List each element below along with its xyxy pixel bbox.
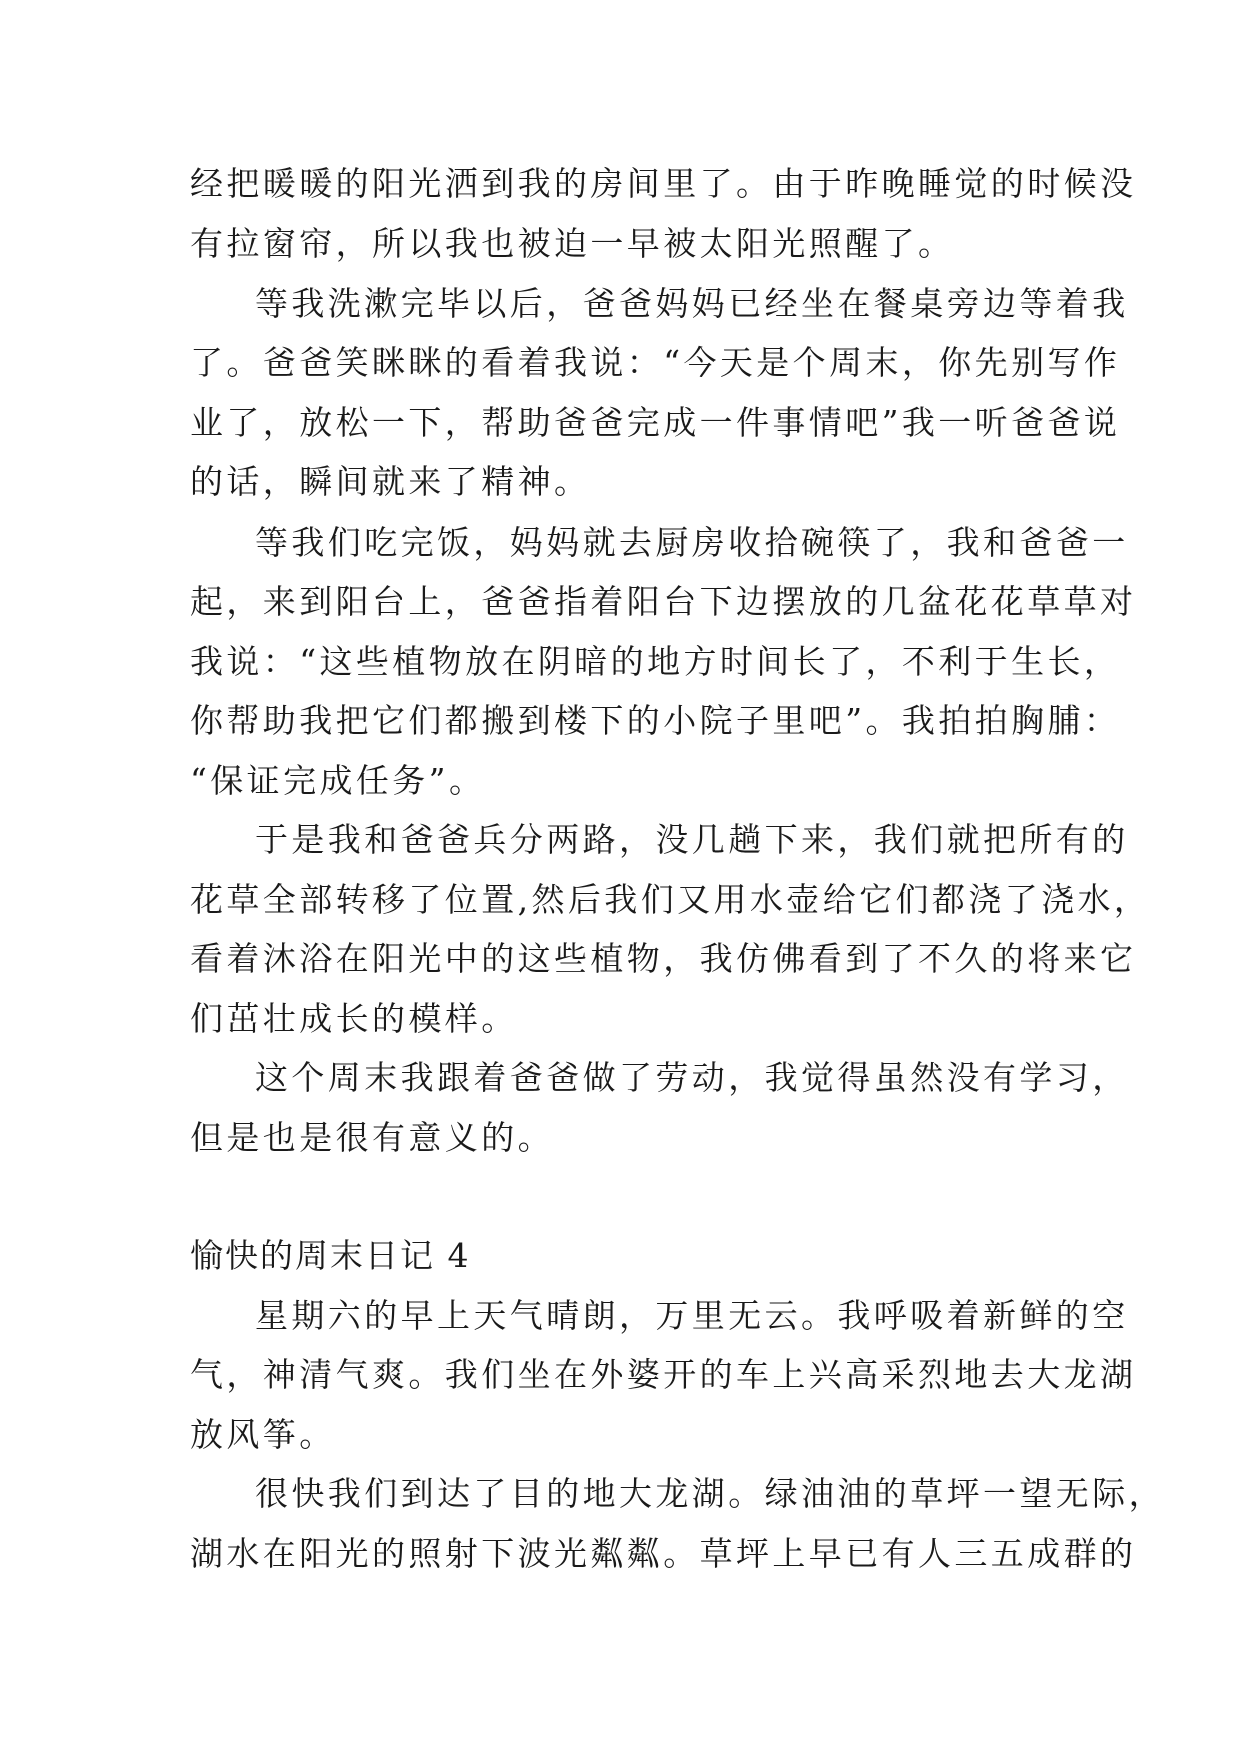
text-line: 起，来到阳台上，爸爸指着阳台下边摆放的几盆花花草草对 <box>190 582 1137 621</box>
text-line: 花草全部转移了位置,然后我们又用水壶给它们都浇了浇水， <box>190 880 1151 919</box>
text-line: 湖水在阳光的照射下波光粼粼。草坪上早已有人三五成群的 <box>190 1534 1137 1573</box>
text-line: 们茁壮成长的模样。 <box>190 999 518 1038</box>
text-line: 等我洗漱完毕以后，爸爸妈妈已经坐在餐桌旁边等着我 <box>255 284 1129 323</box>
text-line: 放风筝。 <box>190 1415 336 1454</box>
text-line: 了。爸爸笑眯眯的看着我说：“今天是个周末，你先别写作 <box>190 343 1121 382</box>
text-line: 我说：“这些植物放在阴暗的地方时间长了，不利于生长， <box>190 642 1121 681</box>
text-line: 业了，放松一下，帮助爸爸完成一件事情吧”我一听爸爸说 <box>190 403 1121 442</box>
text-line: 的话，瞬间就来了精神。 <box>190 462 591 501</box>
text-line: 很快我们到达了目的地大龙湖。绿油油的草坪一望无际， <box>255 1474 1165 1513</box>
text-line: 有拉窗帘，所以我也被迫一早被太阳光照醒了。 <box>190 224 955 263</box>
text-line: 星期六的早上天气晴朗，万里无云。我呼吸着新鲜的空 <box>255 1296 1129 1335</box>
text-line: 等我们吃完饭，妈妈就去厨房收拾碗筷了，我和爸爸一 <box>255 523 1129 562</box>
text-line: 你帮助我把它们都搬到楼下的小院子里吧”。我拍拍胸脯： <box>190 701 1121 740</box>
text-line: 但是也是很有意义的。 <box>190 1118 554 1157</box>
section-heading: 愉快的周末日记 4 <box>190 1236 471 1275</box>
text-line: 看着沐浴在阳光中的这些植物，我仿佛看到了不久的将来它 <box>190 939 1137 978</box>
text-line: 气，神清气爽。我们坐在外婆开的车上兴高采烈地去大龙湖 <box>190 1355 1137 1394</box>
text-line: “保证完成任务”。 <box>190 761 486 800</box>
text-line: 这个周末我跟着爸爸做了劳动，我觉得虽然没有学习， <box>255 1058 1129 1097</box>
text-line: 于是我和爸爸兵分两路，没几趟下来，我们就把所有的 <box>255 820 1129 859</box>
text-line: 经把暖暖的阳光洒到我的房间里了。由于昨晚睡觉的时候没 <box>190 164 1137 203</box>
